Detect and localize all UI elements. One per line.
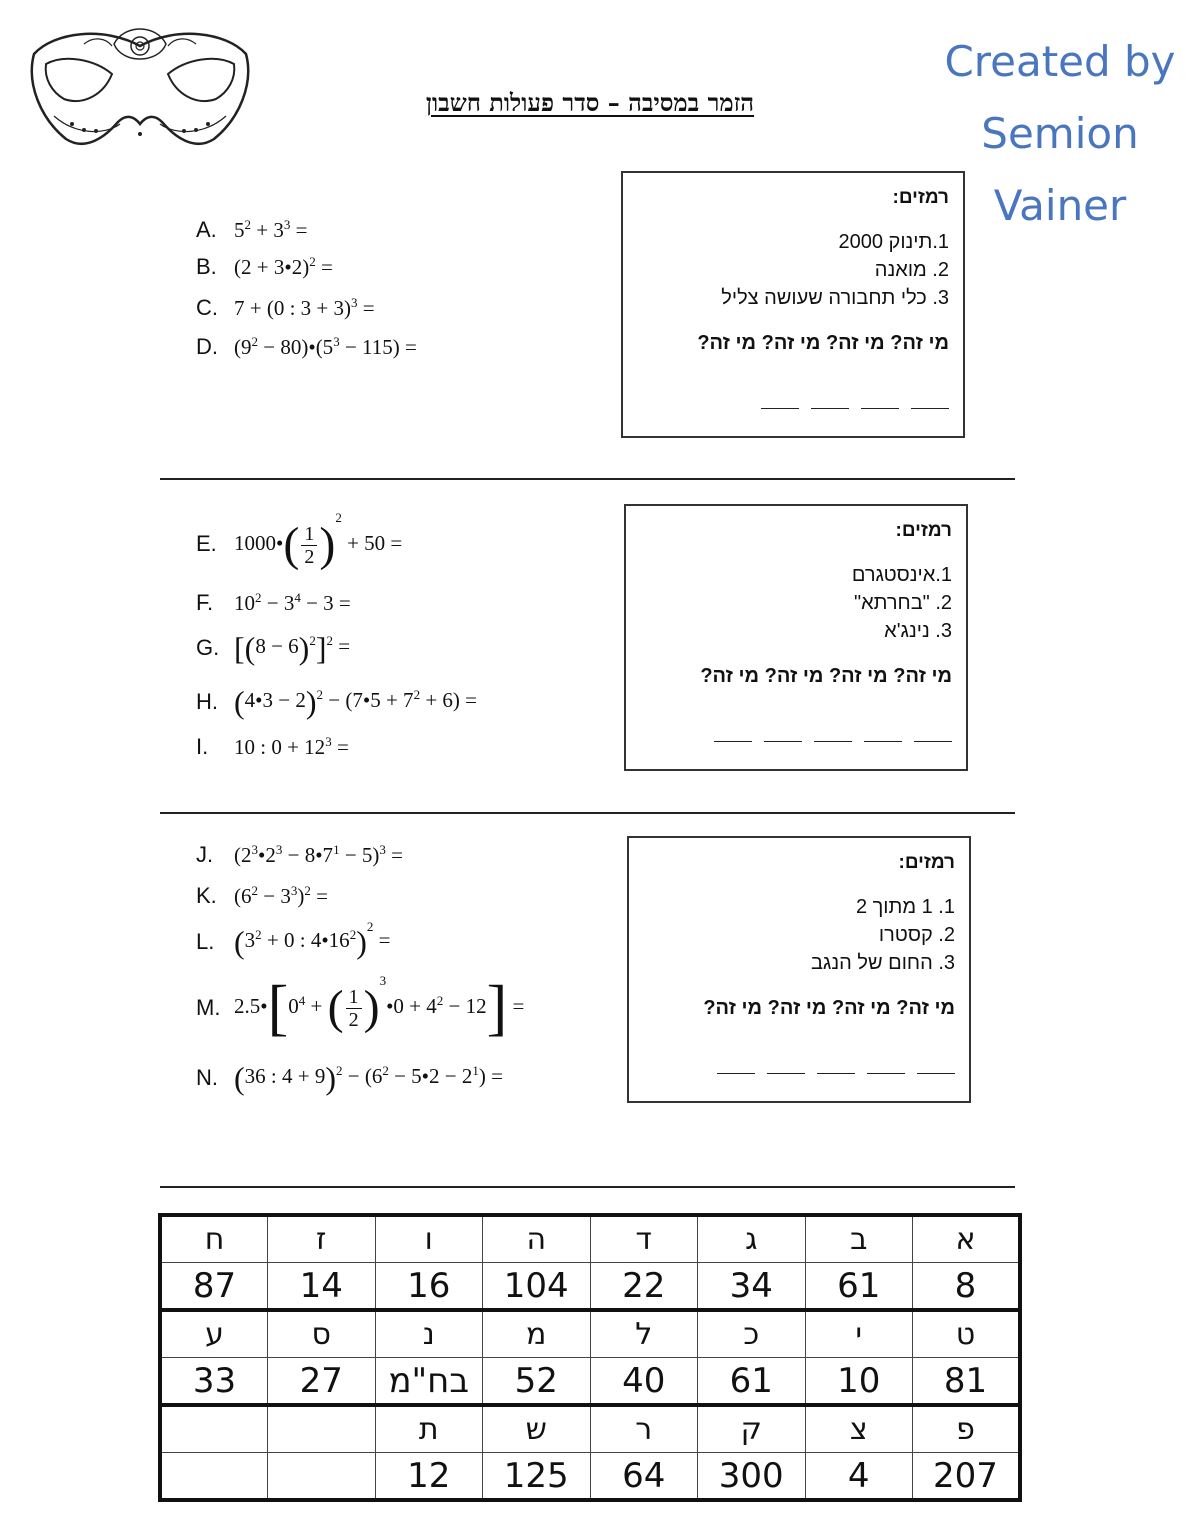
letter-cell: ט (913, 1310, 1021, 1358)
exercise-g (196, 628, 350, 668)
hint-line: 1.אינסטגרם (851, 564, 952, 586)
exercise-m (196, 972, 525, 1042)
exercise-expression: 7 + (0 : 3 + 3)$^3$ = (234, 294, 375, 320)
exercise-e (196, 510, 403, 572)
letter-cell: ר (590, 1405, 698, 1453)
exercise-c (196, 288, 375, 328)
exercise-letter: E. (196, 531, 217, 556)
answer-blank[interactable] (761, 408, 799, 409)
letter-cell: ג (698, 1215, 806, 1263)
exercise-i (196, 727, 349, 767)
exercise-letter: I. (196, 734, 209, 759)
exercise-n (196, 1058, 503, 1098)
value-cell: 22 (590, 1263, 698, 1311)
letter-row (160, 1310, 1020, 1358)
value-cell: 12 (375, 1453, 483, 1501)
exercise-l (196, 918, 391, 962)
exercise-expression: $10^2 - 3^4 - 3$ = (234, 589, 351, 615)
author-credit (932, 26, 1188, 242)
value-cell: 14 (268, 1263, 376, 1311)
exercise-letter: M. (196, 995, 221, 1020)
answer-blanks (714, 741, 952, 742)
hints-box (624, 504, 968, 771)
section-divider (160, 478, 1015, 480)
answer-blanks (717, 1073, 955, 1074)
hint-line: 2. קסטרו (878, 924, 955, 946)
hint-line: 2. מואנה (874, 259, 949, 281)
answer-blank[interactable] (767, 1073, 805, 1074)
letter-cell: י (805, 1310, 913, 1358)
answer-blank[interactable] (814, 741, 852, 742)
exercise-letter: N. (196, 1065, 218, 1090)
letter-cell: ב (805, 1215, 913, 1263)
answer-blank[interactable] (914, 741, 952, 742)
letter-cell: כ (698, 1310, 806, 1358)
letter-cell (160, 1405, 268, 1453)
exercise-expression: $2.5•[0^4$ + ( $\frac{1}{2}$ )$^3$•0 + $4^2 - 12$] = (234, 972, 525, 1042)
exercise-letter: C. (196, 295, 218, 320)
hint-line: 3. החום של הנגב (810, 952, 955, 974)
answer-blank[interactable] (911, 408, 949, 409)
exercise-b (196, 247, 333, 287)
letter-cell: מ (483, 1310, 591, 1358)
exercise-k (196, 876, 328, 916)
exercise-expression: ($9^2$ − $80)•(5^3 - 115)$ = (234, 333, 417, 359)
value-row (160, 1453, 1020, 1501)
letter-row (160, 1405, 1020, 1453)
letter-cell: ס (268, 1310, 376, 1358)
answer-blank[interactable] (764, 741, 802, 742)
page-title: הזמר במסיבה – סדר פעולות חשבון (425, 88, 755, 117)
hints-label: רמזים: (892, 187, 949, 208)
letter-cell: ת (375, 1405, 483, 1453)
exercise-letter: B. (196, 254, 217, 279)
value-cell: 52 (483, 1358, 591, 1406)
value-cell: 34 (698, 1263, 806, 1311)
value-cell: 81 (913, 1358, 1021, 1406)
value-cell: 61 (805, 1263, 913, 1311)
exercise-letter: K. (196, 883, 217, 908)
letter-cell: ע (160, 1310, 268, 1358)
letter-cell (268, 1405, 376, 1453)
exercise-letter: L. (196, 929, 215, 954)
letter-cell: ו (375, 1215, 483, 1263)
value-cell: 64 (590, 1453, 698, 1501)
hint-line: 3. נינג'א (884, 620, 952, 642)
hint-line: 2. "בחרתא" (853, 592, 952, 614)
value-cell: 87 (160, 1263, 268, 1311)
hint-line: 1.תינוק 2000 (838, 231, 949, 253)
value-row (160, 1263, 1020, 1311)
letter-cell: ה (483, 1215, 591, 1263)
exercise-letter: H. (196, 689, 218, 714)
letter-cell: נ (375, 1310, 483, 1358)
credit-line: Vainer (993, 181, 1127, 230)
letter-code-table (158, 1213, 1022, 1502)
value-cell: בח"מ (375, 1358, 483, 1406)
value-cell (268, 1453, 376, 1501)
letter-cell: ח (160, 1215, 268, 1263)
value-cell: 300 (698, 1453, 806, 1501)
exercise-expression: (2 + 3•2)$^2$ = (234, 253, 333, 279)
exercise-h (196, 682, 477, 722)
exercise-expression: (36 : $4 + 9)^2 - (6^2$ − 5•2 − $2^1$) = (234, 1060, 503, 1096)
carnival-mask-image (24, 24, 256, 154)
letter-row (160, 1215, 1020, 1263)
value-cell: 4 (805, 1453, 913, 1501)
letter-cell: צ (805, 1405, 913, 1453)
value-cell: 40 (590, 1358, 698, 1406)
answer-blank[interactable] (714, 741, 752, 742)
letter-cell: א (913, 1215, 1021, 1263)
exercise-expression: $(6^2 - 3^3)^2$ = (234, 882, 328, 908)
value-cell: 125 (483, 1453, 591, 1501)
value-cell: 27 (268, 1358, 376, 1406)
exercise-letter: A. (196, 217, 217, 242)
answer-blank[interactable] (864, 741, 902, 742)
exercise-expression: 10 : $0 + 12^3$ = (234, 733, 349, 759)
hints-label: רמזים: (895, 520, 952, 541)
exercise-a (196, 210, 307, 250)
value-cell: 16 (375, 1263, 483, 1311)
answer-blank[interactable] (811, 408, 849, 409)
letter-cell: ל (590, 1310, 698, 1358)
exercise-f (196, 583, 351, 623)
exercise-expression: 1000•( $\frac{1}{2}$ )$^2$ + 50 = (234, 510, 403, 572)
exercise-j (196, 835, 403, 875)
value-cell: 104 (483, 1263, 591, 1311)
value-cell: 8 (913, 1263, 1021, 1311)
hint-question: מי זה? מי זה? מי זה? מי זה? (697, 332, 949, 354)
exercise-expression: $[(8 - 6)^2]^2$ = (234, 630, 351, 666)
letter-cell: ק (698, 1405, 806, 1453)
answer-blanks (761, 408, 949, 409)
value-cell: 207 (913, 1453, 1021, 1501)
value-cell (160, 1453, 268, 1501)
exercise-letter: F. (196, 590, 214, 615)
answer-blank[interactable] (817, 1073, 855, 1074)
value-cell: 10 (805, 1358, 913, 1406)
letter-cell: ש (483, 1405, 591, 1453)
hint-question: מי זה? מי זה? מי זה? מי זה? (703, 997, 955, 1019)
answer-blank[interactable] (917, 1073, 955, 1074)
hints-box (621, 171, 965, 438)
exercise-letter: D. (196, 334, 218, 359)
section-divider (160, 812, 1015, 814)
letter-cell: פ (913, 1405, 1021, 1453)
hint-line: 3. כלי תחבורה שעושה צליל (721, 287, 949, 309)
value-cell: 33 (160, 1358, 268, 1406)
letter-cell: ז (268, 1215, 376, 1263)
answer-blank[interactable] (861, 408, 899, 409)
exercise-expression: (4•3 − 2)$^2$ − (7•5 + $7^2 + 6$) = (234, 684, 477, 720)
credit-line: Semion (981, 109, 1139, 158)
credit-line: Created by (944, 37, 1176, 86)
exercise-expression: ($2^3•2^3$ − $8•7^1 - 5)^3$ = (234, 841, 403, 867)
exercise-letter: J. (196, 842, 214, 867)
letter-cell: ד (590, 1215, 698, 1263)
hint-line: 1. 1 מתוך 2 (855, 896, 955, 918)
exercise-d (196, 327, 417, 367)
answer-blank[interactable] (867, 1073, 905, 1074)
exercise-letter: G. (196, 635, 220, 660)
section-divider (160, 1186, 1015, 1188)
exercise-expression: ($3^2 + 0$ : $4•16^2)^2$ = (234, 918, 391, 960)
hints-label: רמזים: (898, 852, 955, 873)
answer-blank[interactable] (717, 1073, 755, 1074)
value-cell: 61 (698, 1358, 806, 1406)
hint-question: מי זה? מי זה? מי זה? מי זה? (700, 665, 952, 687)
exercise-expression: $5^2 + 3^3$ = (234, 216, 308, 242)
value-row (160, 1358, 1020, 1406)
hints-box (627, 836, 971, 1103)
